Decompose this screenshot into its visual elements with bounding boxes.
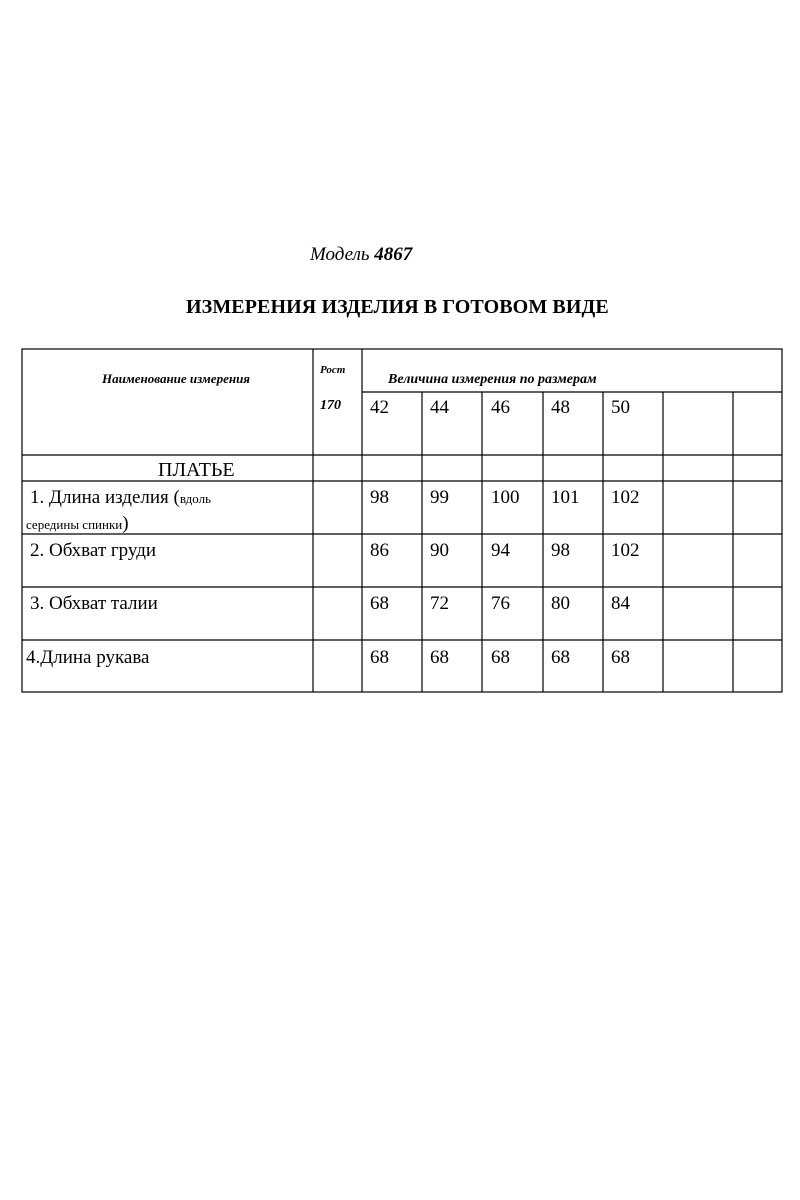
- table-cell: 98: [370, 487, 389, 508]
- size-label: 50: [611, 397, 630, 418]
- row-label-continuation: [26, 514, 129, 533]
- table-cell: 99: [430, 487, 449, 508]
- table-cell: 102: [611, 540, 640, 561]
- table-cell: 68: [370, 593, 389, 614]
- table-cell: 100: [491, 487, 520, 508]
- table-cell: 76: [491, 593, 510, 614]
- table-cell: 68: [491, 647, 510, 668]
- row-label-waist: 3. Обхват талии: [30, 593, 158, 614]
- header-height-label: Рост: [320, 364, 346, 376]
- table-cell: 84: [611, 593, 630, 614]
- table-cell: 80: [551, 593, 570, 614]
- table-cell: 68: [430, 647, 449, 668]
- document-title: ИЗМЕРЕНИЯ ИЗДЕЛИЯ В ГОТОВОМ ВИДЕ: [186, 296, 609, 318]
- header-height-value: 170: [320, 398, 341, 413]
- table-cell: 86: [370, 540, 389, 561]
- table-cell: 90: [430, 540, 449, 561]
- row-label-length: [30, 488, 211, 507]
- size-label: 44: [430, 397, 449, 418]
- table-cell: 94: [491, 540, 510, 561]
- row-label-close-paren: ): [122, 513, 129, 534]
- row-label-sleeve: 4.Длина рукава: [26, 647, 150, 668]
- model-number: 4867: [374, 244, 413, 265]
- table-cell: 72: [430, 593, 449, 614]
- size-label: 48: [551, 397, 570, 418]
- header-values-column: Величина измерения по размерам: [388, 372, 597, 387]
- table-cell: 68: [551, 647, 570, 668]
- table-cell: 102: [611, 487, 640, 508]
- table-cell: 101: [551, 487, 580, 508]
- row-label-chest: 2. Обхват груди: [30, 540, 157, 561]
- size-label: 46: [491, 397, 510, 418]
- section-label: ПЛАТЬЕ: [158, 459, 235, 481]
- table-cell: 68: [370, 647, 389, 668]
- header-name-column: Наименование измерения: [102, 371, 250, 386]
- row-label-text: 1. Длина изделия (: [30, 487, 180, 508]
- size-label: 42: [370, 397, 389, 418]
- table-cell: 68: [611, 647, 630, 668]
- row-label-small: вдоль: [179, 491, 212, 506]
- table-cell: 98: [551, 540, 570, 561]
- model-label: Модель: [310, 244, 370, 265]
- row-label-line2: середины спинки: [26, 517, 123, 532]
